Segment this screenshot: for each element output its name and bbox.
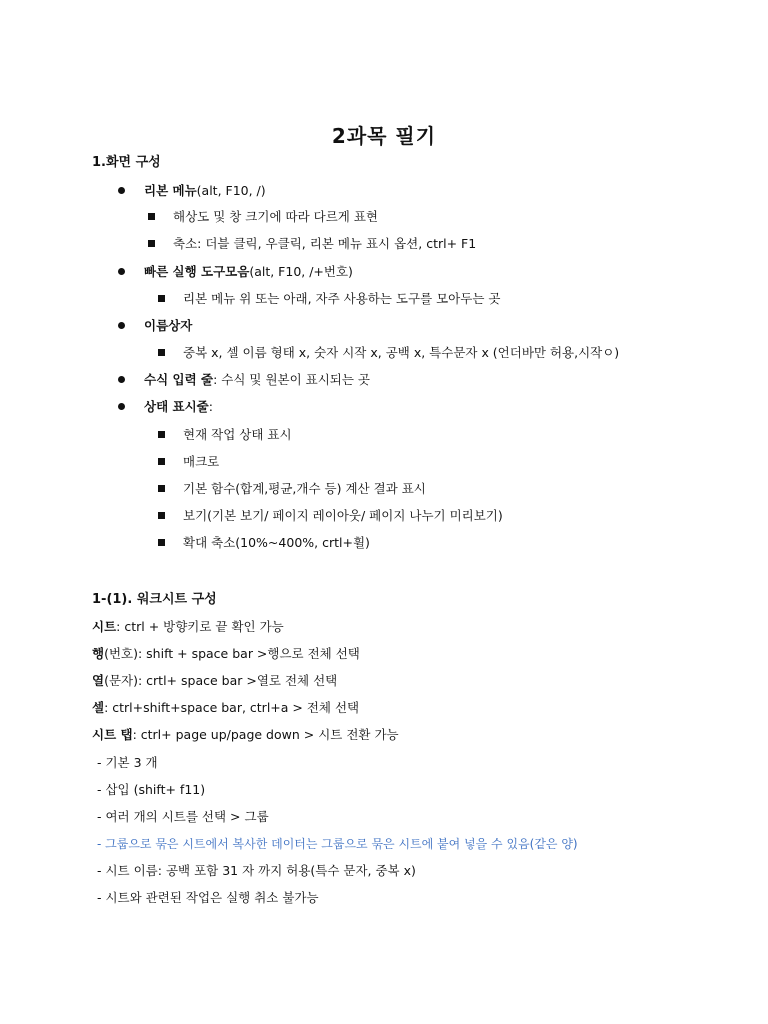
sub-list-item: 기본 함수(합계,평균,개수 등) 계산 결과 표시 bbox=[183, 481, 426, 496]
sub-list-item: 해상도 및 창 크기에 따라 다르게 표현 bbox=[173, 209, 378, 224]
dash-item: - 기본 3 개 bbox=[97, 755, 158, 770]
sub-list-item: 확대 축소(10%~400%, crtl+휠) bbox=[183, 535, 370, 550]
sub-list-item: 보기(기본 보기/ 페이지 레이아웃/ 페이지 나누기 미리보기) bbox=[183, 508, 503, 523]
bullet-square-icon bbox=[148, 213, 155, 220]
sub-list-item: 중복 x, 셀 이름 형태 x, 숫자 시작 x, 공백 x, 특수문자 x (언더바만 허용,시작ㅇ) bbox=[183, 345, 620, 360]
bullet-square-icon bbox=[148, 240, 155, 247]
sub-list-item: 현재 작업 상태 표시 bbox=[183, 427, 292, 442]
section-heading: 1-(1). 워크시트 구성 bbox=[92, 592, 217, 607]
bullet-square-icon bbox=[158, 295, 165, 302]
sub-list-item: 매크로 bbox=[183, 454, 220, 469]
bullet-square-icon bbox=[158, 458, 165, 465]
sub-list-item: 축소: 더블 클릭, 우클릭, 리본 메뉴 표시 옵션, ctrl+ F1 bbox=[173, 236, 477, 251]
text-line: 시트: ctrl + 방향키로 끝 확인 가능 bbox=[92, 619, 284, 634]
list-item: 상태 표시줄: bbox=[144, 399, 213, 414]
dash-item: - 시트 이름: 공백 포함 31 자 까지 허용(특수 문자, 중복 x) bbox=[97, 863, 416, 878]
bullet-dot-icon bbox=[118, 403, 125, 410]
list-item: 리본 메뉴(alt, F10, /) bbox=[144, 183, 266, 198]
dash-item: - 삽입 (shift+ f11) bbox=[97, 782, 206, 797]
bullet-square-icon bbox=[158, 539, 165, 546]
dash-item: - 시트와 관련된 작업은 실행 취소 불가능 bbox=[97, 890, 319, 905]
bullet-dot-icon bbox=[118, 187, 125, 194]
dash-item: - 여러 개의 시트를 선택 > 그룹 bbox=[97, 809, 269, 824]
bullet-dot-icon bbox=[118, 268, 125, 275]
text-line: 시트 탭: ctrl+ page up/page down > 시트 전환 가능 bbox=[92, 727, 399, 742]
page-title: 2과목 필기 bbox=[331, 124, 437, 148]
bullet-square-icon bbox=[158, 485, 165, 492]
bullet-square-icon bbox=[158, 349, 165, 356]
bullet-square-icon bbox=[158, 512, 165, 519]
text-line: 셀: ctrl+shift+space bar, ctrl+a > 전체 선택 bbox=[92, 700, 360, 715]
sub-list-item: 리본 메뉴 위 또는 아래, 자주 사용하는 도구를 모아두는 곳 bbox=[183, 291, 501, 306]
list-item: 빠른 실행 도구모음(alt, F10, /+번호) bbox=[144, 264, 353, 279]
bullet-dot-icon bbox=[118, 376, 125, 383]
list-item: 수식 입력 줄: 수식 및 원본이 표시되는 곳 bbox=[144, 372, 370, 387]
text-line: 행(번호): shift + space bar >행으로 전체 선택 bbox=[92, 646, 360, 661]
bullet-dot-icon bbox=[118, 322, 125, 329]
text-line: 열(문자): crtl+ space bar >열로 전체 선택 bbox=[92, 673, 338, 688]
bullet-square-icon bbox=[158, 431, 165, 438]
list-item: 이름상자 bbox=[144, 318, 193, 333]
section-heading: 1.화면 구성 bbox=[92, 155, 161, 170]
dash-item-highlight: - 그룹으로 묶은 시트에서 복사한 데이터는 그룹으로 묶은 시트에 붙여 넣을 수 있음(같은 양) bbox=[97, 837, 578, 851]
